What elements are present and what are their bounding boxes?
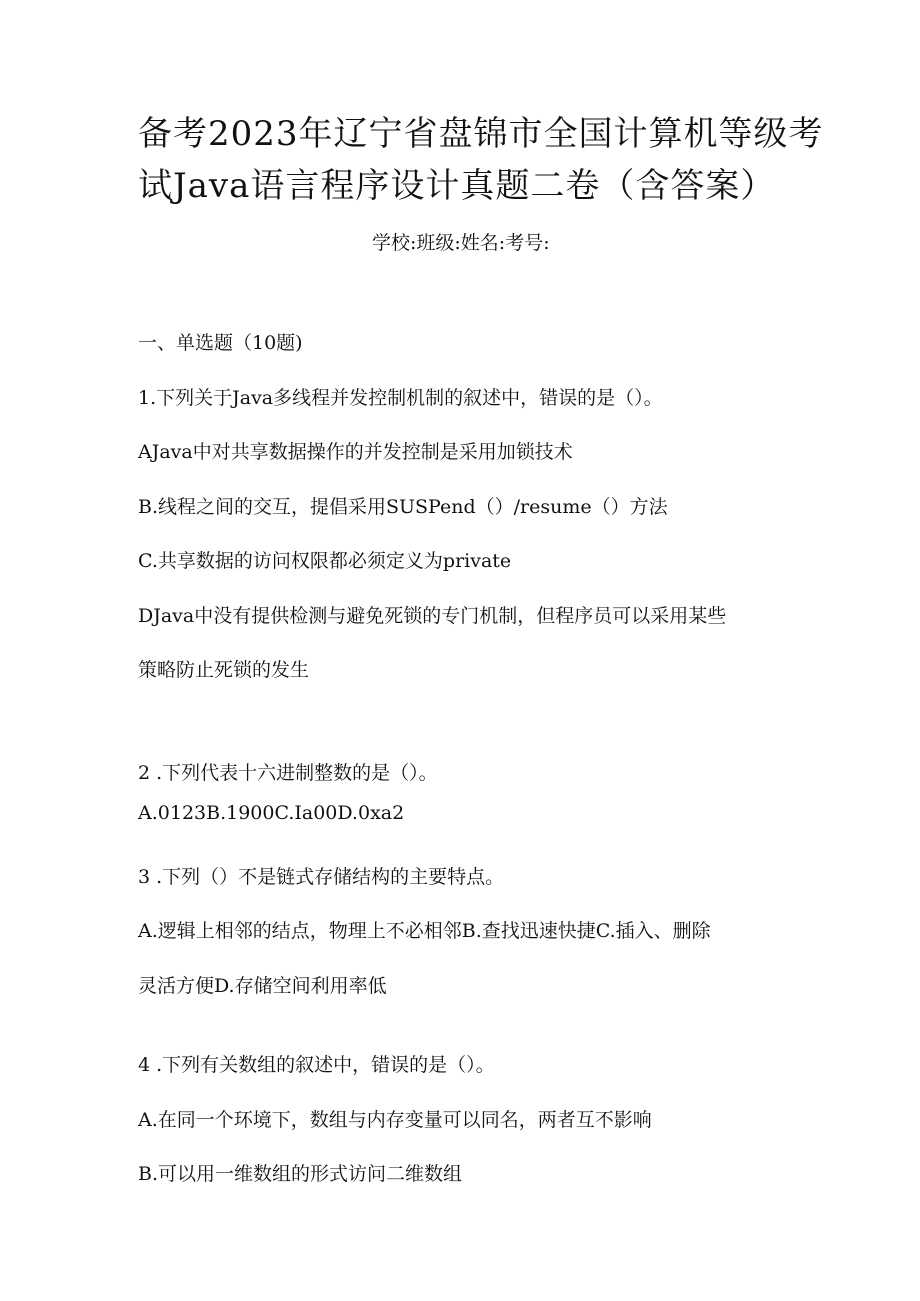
- section-heading: 一、单选题（10题): [138, 332, 303, 354]
- question-4-stem: 4 .下列有关数组的叙述中，错误的是（）。: [138, 1054, 495, 1076]
- title-line-1: 备考2023年辽宁省盘锦市全国计算机等级考: [138, 114, 824, 154]
- question-1-stem: 1.下列关于Java多线程并发控制机制的叙述中，错误的是（）。: [138, 387, 663, 409]
- document-title: [138, 108, 824, 212]
- title-line-2: 试Java语言程序设计真题二卷（含答案）: [138, 166, 776, 206]
- question-1-option-b: B.线程之间的交互，提倡采用SUSPend（）/resume（）方法: [138, 496, 668, 518]
- question-3-options: A.逻辑上相邻的结点，物理上不必相邻B.查找迅速快捷C.插入、删除: [138, 920, 711, 942]
- question-1-option-d-continued: 策略防止死锁的发生: [138, 659, 310, 681]
- question-1-option-d: DJava中没有提供检测与避免死锁的专门机制，但程序员可以采用某些: [138, 605, 727, 627]
- question-4-option-a: A.在同一个环境下，数组与内存变量可以同名，两者互不影响: [138, 1109, 652, 1131]
- question-1-option-c: C.共享数据的访问权限都必须定义为private: [138, 550, 512, 572]
- question-3-options-continued: 灵活方便D.存储空间利用率低: [138, 975, 387, 997]
- student-info-line: 学校:班级:姓名:考号:: [372, 232, 550, 254]
- question-4-option-b: B.可以用一维数组的形式访问二维数组: [138, 1163, 463, 1185]
- question-3-stem: 3 .下列（）不是链式存储结构的主要特点。: [138, 866, 505, 888]
- question-2-stem: 2 .下列代表十六进制整数的是（）。: [138, 762, 438, 784]
- question-1-option-a: AJava中对共享数据操作的并发控制是采用加锁技术: [138, 441, 573, 463]
- question-2-options: A.0123B.1900C.Ia00D.0xa2: [138, 802, 405, 824]
